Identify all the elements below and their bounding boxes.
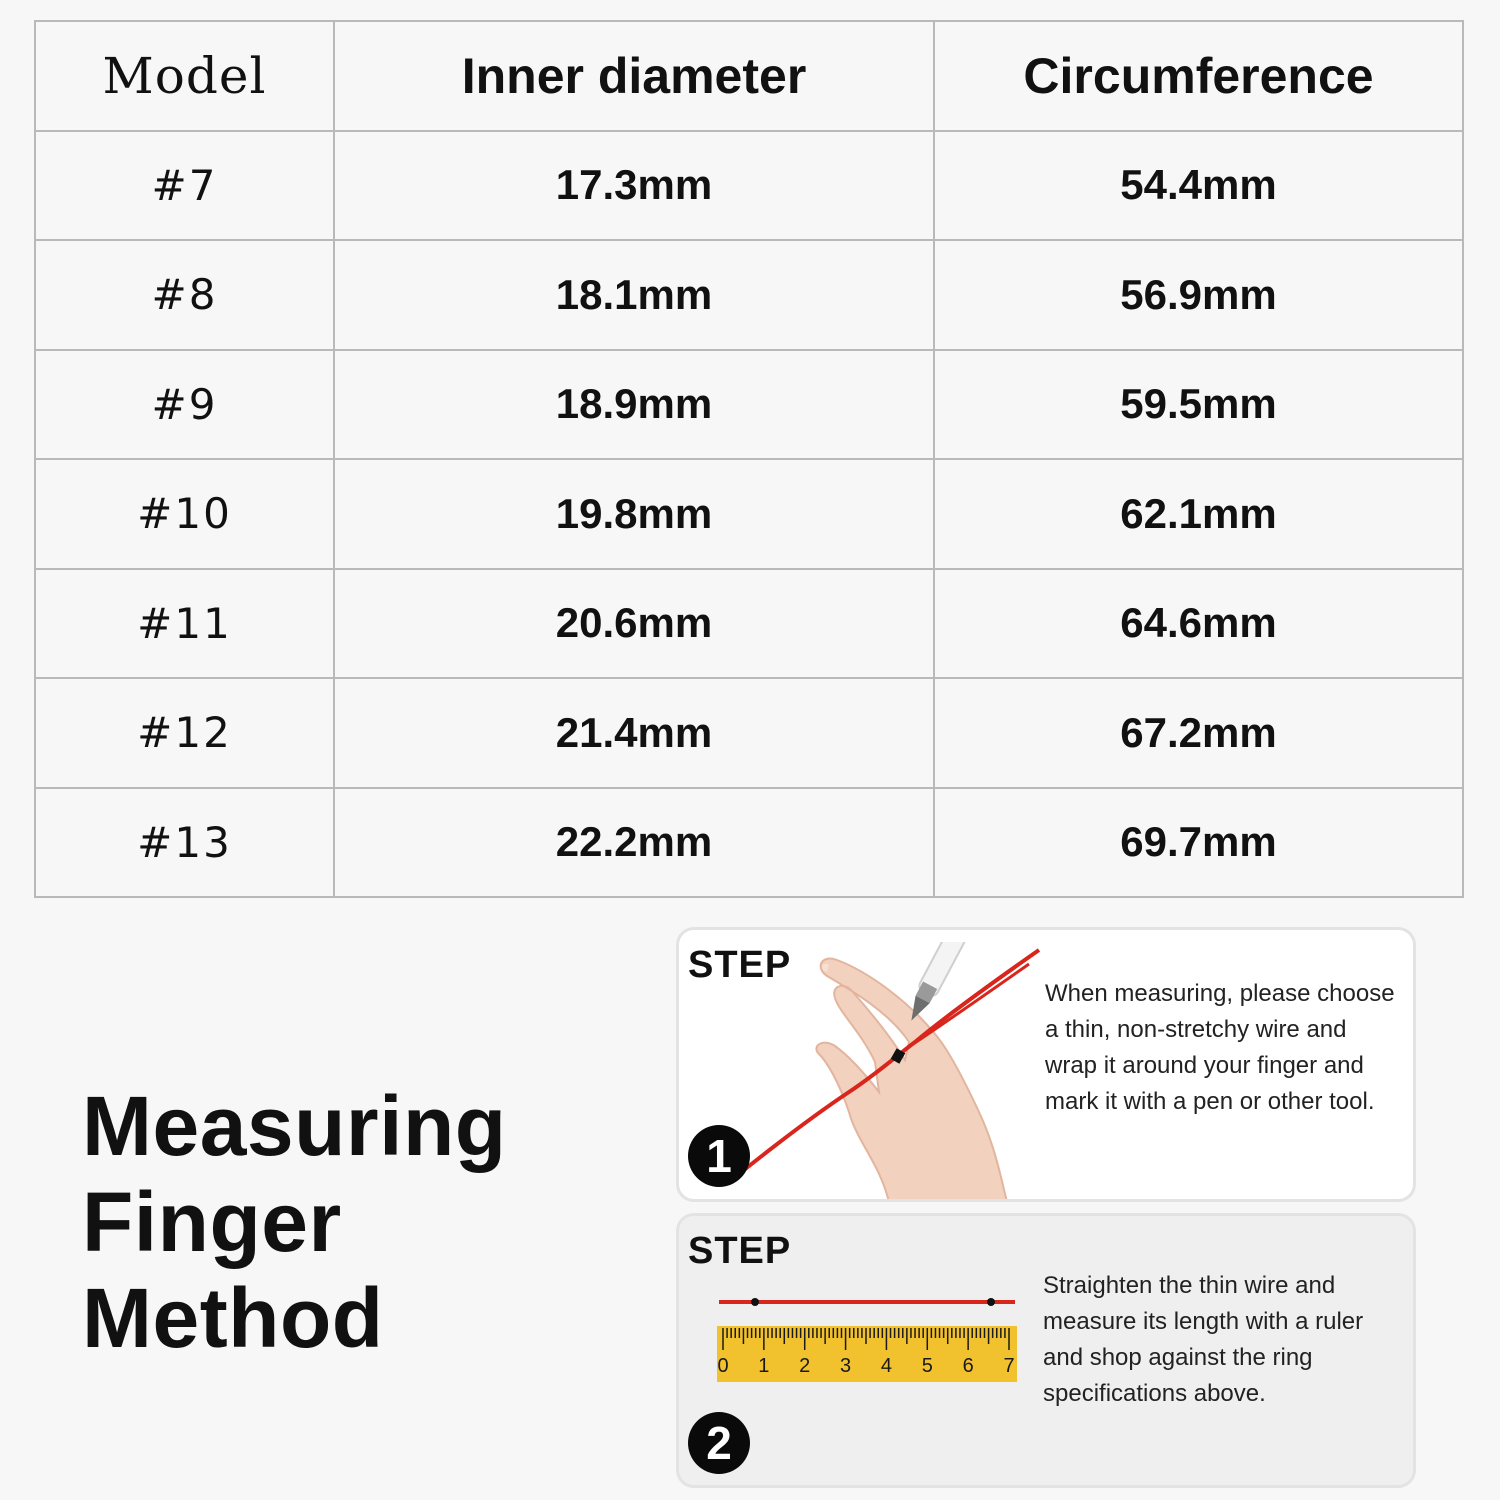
inner-diameter-cell: 22.2mm bbox=[334, 788, 934, 898]
step-card-2 bbox=[676, 1213, 1416, 1488]
model-cell: #12 bbox=[35, 678, 334, 788]
table-row bbox=[35, 678, 1463, 788]
table-row bbox=[35, 788, 1463, 898]
model-cell: #10 bbox=[35, 459, 334, 569]
wire-mark bbox=[751, 1298, 759, 1306]
wire-mark bbox=[987, 1298, 995, 1306]
ruler-number: 2 bbox=[799, 1355, 811, 1377]
table-row bbox=[35, 459, 1463, 569]
step-label: STEP bbox=[688, 944, 792, 986]
circumference-cell: 54.4mm bbox=[934, 131, 1463, 241]
ruler-number: 7 bbox=[1003, 1355, 1015, 1377]
step-card-1 bbox=[676, 927, 1416, 1202]
inner-diameter-cell: 20.6mm bbox=[334, 569, 934, 679]
ruler-number: 3 bbox=[840, 1355, 852, 1377]
ring-size-table bbox=[34, 20, 1464, 898]
step-label: STEP bbox=[688, 1230, 792, 1272]
title-line: Finger bbox=[82, 1175, 342, 1269]
model-cell: #8 bbox=[35, 240, 334, 350]
inner-diameter-cell: 21.4mm bbox=[334, 678, 934, 788]
title-line: Method bbox=[82, 1271, 384, 1365]
ruler-number: 6 bbox=[962, 1355, 974, 1377]
table-row bbox=[35, 350, 1463, 460]
ruler-illustration bbox=[709, 1286, 1029, 1396]
ruler-number: 1 bbox=[758, 1355, 770, 1377]
step-instruction-text: When measuring, please choose a thin, non-stretchy wire and wrap it around your finger and mark it with a pen or other tool. bbox=[1045, 980, 1395, 1115]
method-title bbox=[82, 1078, 507, 1366]
circumference-cell: 67.2mm bbox=[934, 678, 1463, 788]
ruler-number: 4 bbox=[880, 1355, 892, 1377]
table-row bbox=[35, 240, 1463, 350]
ruler-number: 0 bbox=[717, 1355, 729, 1377]
model-cell: #7 bbox=[35, 131, 334, 241]
table-header-row bbox=[35, 21, 1463, 131]
column-header-inner-diameter: Inner diameter bbox=[334, 21, 934, 131]
ruler-number: 5 bbox=[921, 1355, 933, 1377]
inner-diameter-cell: 18.9mm bbox=[334, 350, 934, 460]
circumference-cell: 59.5mm bbox=[934, 350, 1463, 460]
table-row bbox=[35, 569, 1463, 679]
step-number-badge: 2 bbox=[688, 1412, 750, 1474]
circumference-cell: 69.7mm bbox=[934, 788, 1463, 898]
step-number-badge: 1 bbox=[688, 1125, 750, 1187]
model-cell: #13 bbox=[35, 788, 334, 898]
step-instruction-text: Straighten the thin wire and measure its length with a ruler and shop against the ring specifications above. bbox=[1043, 1272, 1364, 1407]
inner-diameter-cell: 19.8mm bbox=[334, 459, 934, 569]
model-cell: #11 bbox=[35, 569, 334, 679]
inner-diameter-cell: 17.3mm bbox=[334, 131, 934, 241]
circumference-cell: 62.1mm bbox=[934, 459, 1463, 569]
model-cell: #9 bbox=[35, 350, 334, 460]
inner-diameter-cell: 18.1mm bbox=[334, 240, 934, 350]
column-header-circumference: Circumference bbox=[934, 21, 1463, 131]
circumference-cell: 56.9mm bbox=[934, 240, 1463, 350]
column-header-model: Model bbox=[35, 21, 334, 131]
table-row bbox=[35, 131, 1463, 241]
title-line: Measuring bbox=[82, 1079, 507, 1173]
circumference-cell: 64.6mm bbox=[934, 569, 1463, 679]
